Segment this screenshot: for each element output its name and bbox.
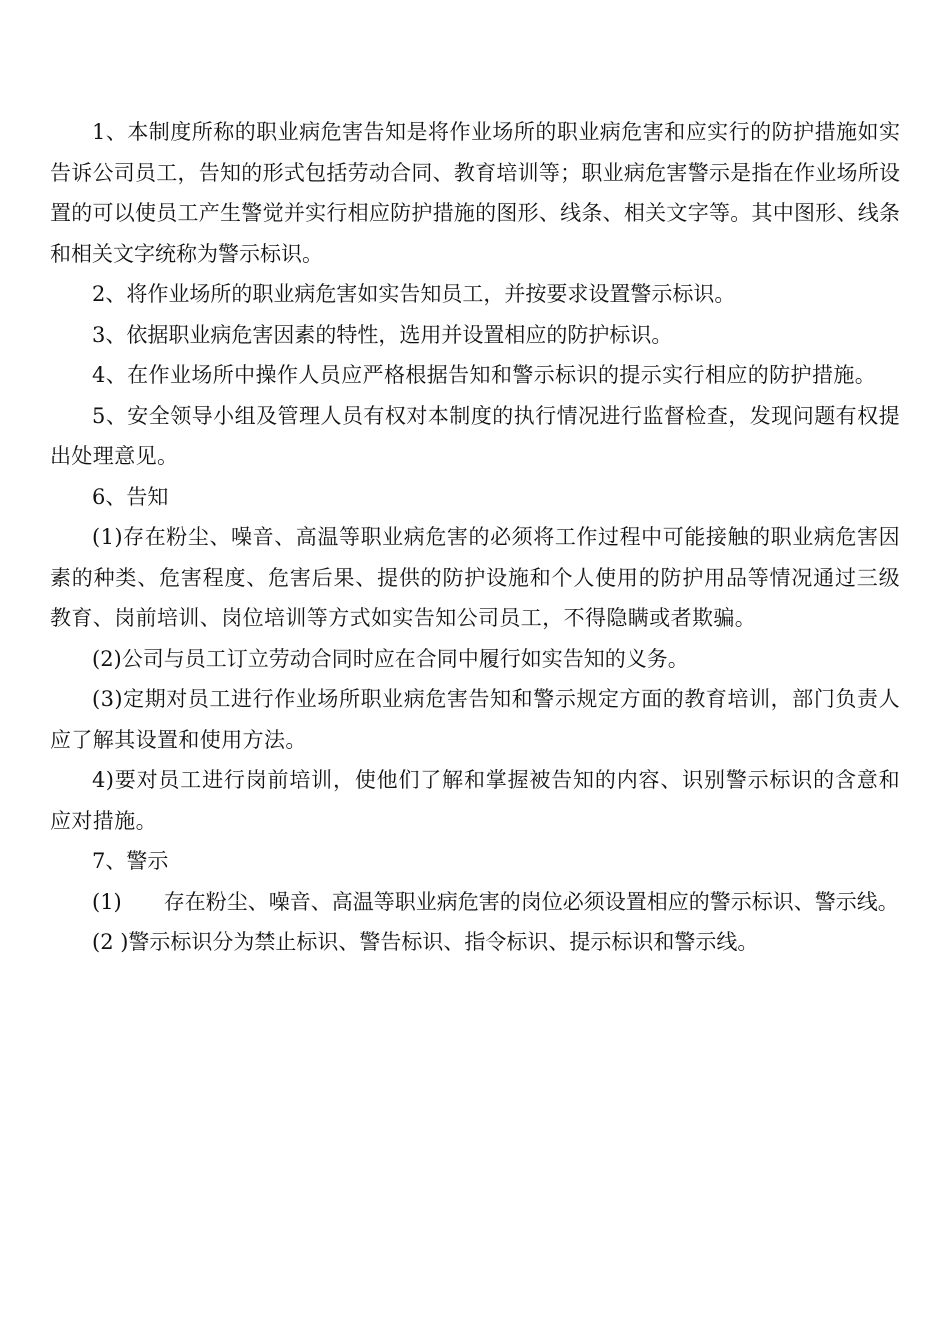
paragraph-notice-3: (3)定期对员工进行作业场所职业病危害告知和警示规定方面的教育培训，部门负责人应了解其设置和使用方法。	[50, 687, 900, 752]
paragraph-5: 5、安全领导小组及管理人员有权对本制度的执行情况进行监督检查，发现问题有权提出处理意见。	[50, 403, 900, 468]
section-heading-notice: 6、告知	[92, 484, 169, 509]
paragraph-2: 2、将作业场所的职业病危害如实告知员工，并按要求设置警示标识。	[92, 282, 736, 306]
paragraph-notice-1: (1)存在粉尘、噪音、高温等职业病危害的必须将工作过程中可能接触的职业病危害因素的种类、危害程度、危害后果、提供的防护设施和个人使用的防护用品等情况通过三级教育、岗前培训、岗位培训等方式如实告知公司员工，不得隐瞒或者欺骗。	[50, 525, 900, 630]
paragraph-3: 3、依据职业病危害因素的特性，选用并设置相应的防护标识。	[92, 322, 673, 347]
section-heading-warning: 7、警示	[92, 849, 169, 873]
paragraph-4: 4、在作业场所中操作人员应严格根据告知和警示标识的提示实行相应的防护措施。	[92, 363, 877, 387]
document-body	[50, 112, 900, 963]
paragraph-1: 1、本制度所称的职业病危害告知是将作业场所的职业病危害和应实行的防护措施如实告诉公司员工，告知的形式包括劳动合同、教育培训等；职业病危害警示是指在作业场所设置的可以使员工产生警觉并实行相应防护措施的图形、线条、相关文字等。其中图形、线条和相关文字统称为警示标识。	[50, 120, 900, 266]
paragraph-notice-2: (2)公司与员工订立劳动合同时应在合同中履行如实告知的义务。	[92, 646, 689, 671]
paragraph-notice-4: 4)要对员工进行岗前培训，使他们了解和掌握被告知的内容、识别警示标识的含意和应对措施。	[50, 768, 900, 833]
paragraph-warning-2: (2 )警示标识分为禁止标识、警告标识、指令标识、提示标识和警示线。	[92, 930, 759, 954]
paragraph-warning-1: (1) 存在粉尘、噪音、高温等职业病危害的岗位必须设置相应的警示标识、警示线。	[92, 889, 899, 914]
